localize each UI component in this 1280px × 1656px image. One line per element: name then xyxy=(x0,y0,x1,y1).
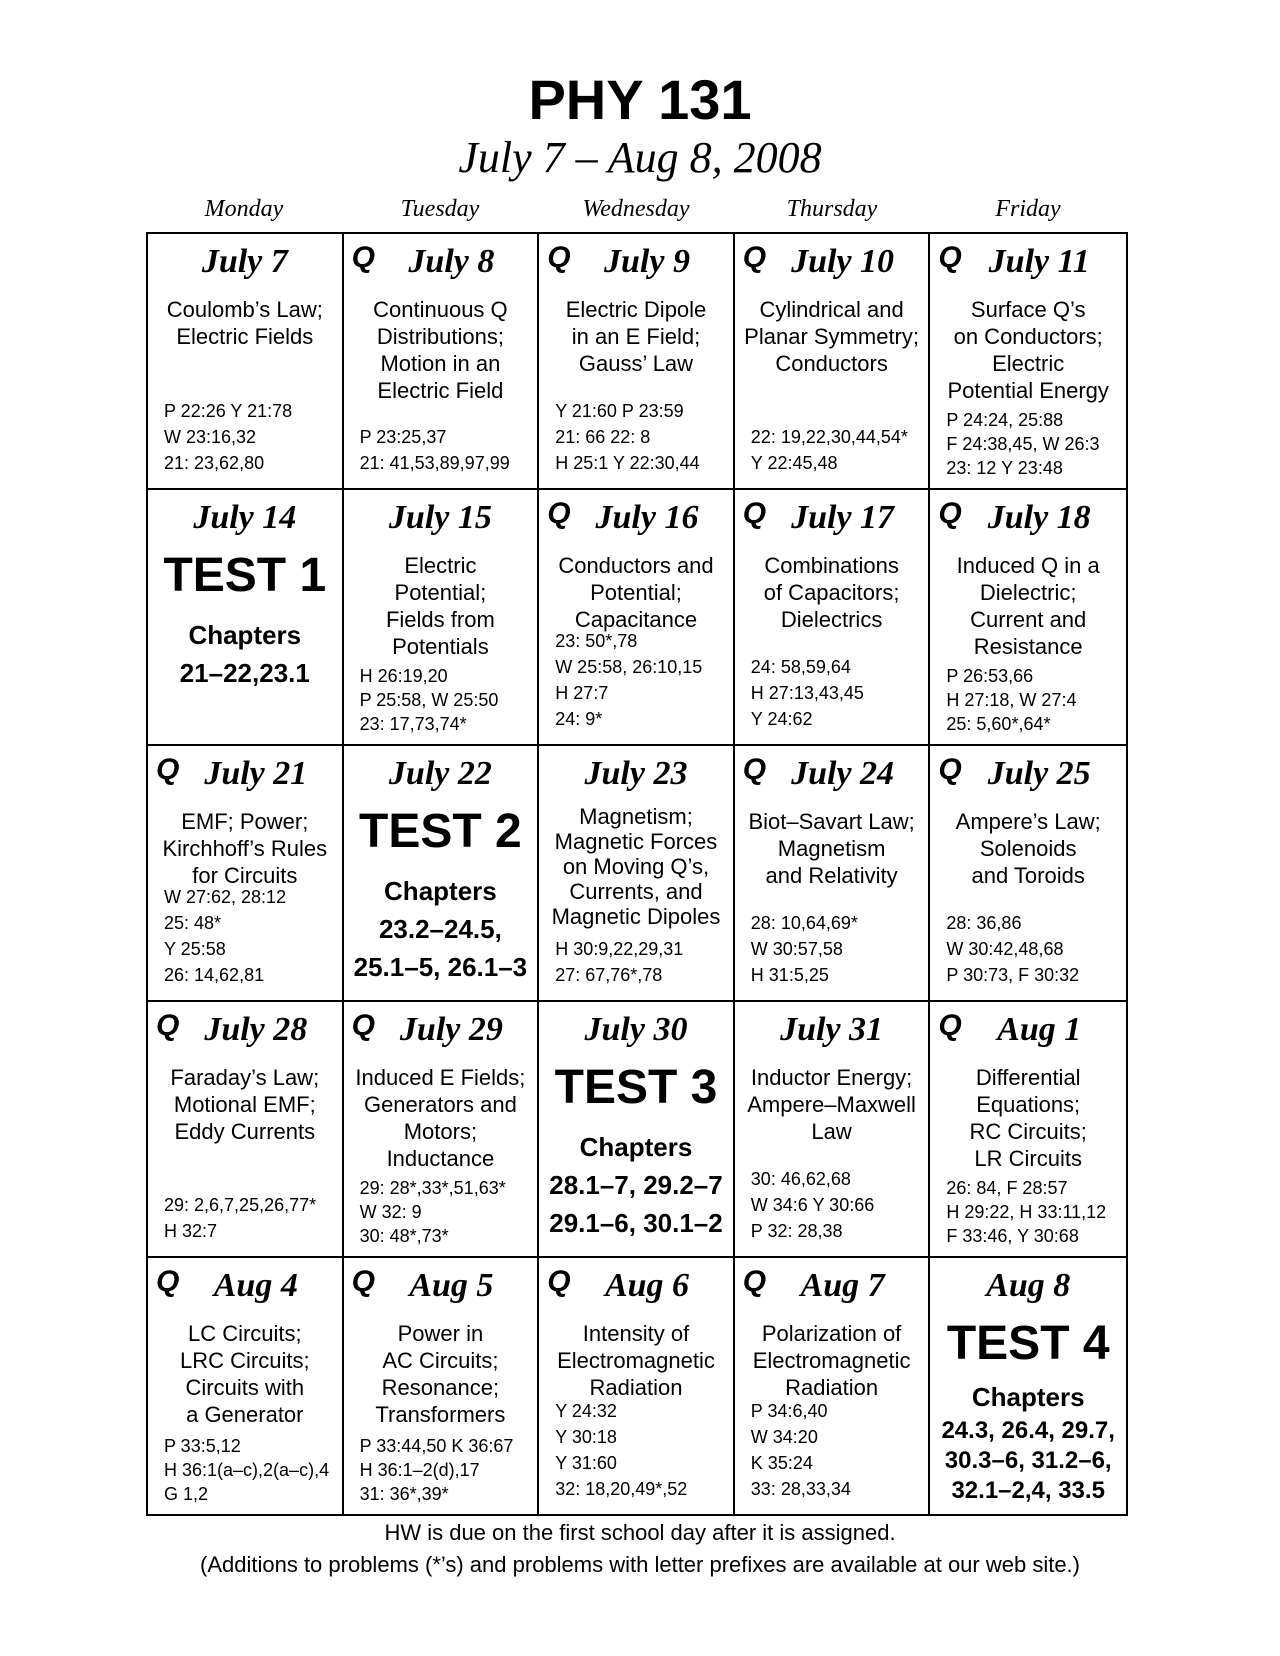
day-date: July 15 xyxy=(388,499,492,536)
homework-list xyxy=(164,398,338,476)
topic-line: Radiation xyxy=(589,1375,683,1400)
topic-line: and Relativity xyxy=(765,863,898,888)
test-chapters xyxy=(148,616,342,692)
homework-line: Y 22:45,48 xyxy=(750,453,838,473)
homework-line: P 23:25,37 xyxy=(359,427,447,447)
day-date: July 28 xyxy=(204,1011,308,1048)
chapters-label: Chapters xyxy=(579,1132,693,1162)
homework-line: 26: 84, F 28:57 xyxy=(946,1178,1068,1198)
topic-line: Eddy Currents xyxy=(174,1119,316,1144)
topic-line: Coulomb’s Law; xyxy=(166,297,323,322)
topic-line: AC Circuits; xyxy=(382,1348,499,1373)
day-date: Aug 4 xyxy=(213,1267,298,1304)
day-label-friday: Friday xyxy=(995,196,1061,222)
topic-line: Ampere’s Law; xyxy=(955,809,1101,834)
calendar-day-cell xyxy=(539,1258,735,1514)
day-date: July 11 xyxy=(988,243,1090,280)
homework-line: P 33:5,12 xyxy=(164,1436,241,1456)
day-label-monday: Monday xyxy=(204,196,284,222)
homework-line: 32: 18,20,49*,52 xyxy=(555,1479,688,1499)
topic-line: Electric Field xyxy=(377,378,504,403)
homework-list xyxy=(751,1398,925,1502)
lecture-topic xyxy=(934,808,1122,889)
day-date: July 17 xyxy=(791,499,895,536)
lecture-topic xyxy=(152,808,338,889)
chapters-label: Chapters xyxy=(188,620,302,650)
quiz-marker: Q xyxy=(742,753,767,786)
topic-line: Polarization of xyxy=(761,1321,902,1346)
calendar-day-cell xyxy=(148,1002,344,1258)
homework-list xyxy=(751,424,925,476)
homework-line: W 30:57,58 xyxy=(750,939,843,959)
topic-line: Conductors and xyxy=(558,553,714,578)
homework-line: W 25:58, 26:10,15 xyxy=(555,657,703,677)
topic-line: Biot–Savart Law; xyxy=(748,809,915,834)
homework-line: P 32: 28,38 xyxy=(750,1221,843,1241)
quiz-marker: Q xyxy=(351,1265,375,1298)
topic-line: Potential; xyxy=(394,580,487,605)
topic-line: Continuous Q xyxy=(373,297,508,322)
homework-line: 25: 5,60*,64* xyxy=(946,714,1051,734)
web-site-note: (Additions to problems (*’s) and problems with letter prefixes are available at our web site.) xyxy=(200,1552,1080,1577)
homework-line: P 34:6,40 xyxy=(750,1401,828,1421)
quiz-marker: Q xyxy=(742,1265,767,1298)
lecture-topic xyxy=(348,552,534,660)
topic-line: Generators and xyxy=(363,1092,517,1117)
homework-line: 30: 48*,73* xyxy=(359,1226,449,1246)
homework-line: Y 31:60 xyxy=(555,1453,617,1473)
lecture-topic xyxy=(739,808,925,889)
homework-line: 27: 67,76*,78 xyxy=(555,965,663,985)
topic-line: Induced Q in a xyxy=(956,553,1100,578)
lecture-topic xyxy=(348,1064,534,1172)
test-chapters xyxy=(930,1378,1126,1506)
homework-list xyxy=(946,1176,1122,1248)
chapters-line: 21–22,23.1 xyxy=(179,658,310,688)
topic-line: Electromagnetic xyxy=(752,1348,911,1373)
chapters-label: Chapters xyxy=(384,876,497,906)
chapters-line: 28.1–7, 29.2–7 xyxy=(549,1170,723,1200)
topic-line: Resistance xyxy=(973,634,1083,659)
homework-line: W 30:42,48,68 xyxy=(946,939,1064,959)
homework-list xyxy=(946,408,1122,480)
homework-line: P 24:24, 25:88 xyxy=(946,410,1064,430)
homework-line: H 36:1(a–c),2(a–c),4 xyxy=(164,1460,330,1480)
topic-line: a Generator xyxy=(186,1402,304,1427)
homework-line: 24: 9* xyxy=(555,709,603,729)
topic-line: Resonance; xyxy=(381,1375,500,1400)
chapters-line: 24.3, 26.4, 29.7, xyxy=(941,1417,1115,1444)
topic-line: Inductance xyxy=(386,1146,495,1171)
homework-list xyxy=(751,910,925,988)
calendar-day-cell xyxy=(735,746,931,1002)
topic-line: Motional EMF; xyxy=(173,1092,316,1117)
homework-list xyxy=(555,936,729,988)
topic-line: Magnetism; xyxy=(579,804,693,829)
homework-line: K 35:24 xyxy=(750,1453,813,1473)
calendar-day-cell xyxy=(930,1258,1126,1514)
quiz-marker: Q xyxy=(156,753,180,786)
lecture-topic xyxy=(543,1320,729,1401)
homework-line: H 36:1–2(d),17 xyxy=(359,1460,480,1480)
day-date: July 29 xyxy=(399,1011,503,1048)
topic-line: Motion in an xyxy=(380,351,501,376)
homework-list xyxy=(360,1176,534,1248)
topic-line: Distributions; xyxy=(376,324,504,349)
page-subtitle: July 7 – Aug 8, 2008 xyxy=(458,133,822,182)
homework-list xyxy=(751,654,925,732)
test-label: TEST 1 xyxy=(163,549,327,602)
lecture-topic xyxy=(934,552,1122,660)
homework-line: 28: 10,64,69* xyxy=(750,913,858,933)
topic-line: Potential Energy xyxy=(947,378,1109,403)
homework-line: W 34:20 xyxy=(750,1427,818,1447)
day-date: July 18 xyxy=(987,499,1091,536)
homework-list xyxy=(751,1166,925,1244)
homework-line: 26: 14,62,81 xyxy=(164,965,265,985)
quiz-marker: Q xyxy=(938,753,962,786)
day-date: Aug 8 xyxy=(986,1267,1071,1304)
day-date: July 30 xyxy=(584,1011,688,1048)
topic-line: LR Circuits xyxy=(974,1146,1082,1171)
topic-line: on Conductors; xyxy=(953,324,1103,349)
homework-line: W 34:6 Y 30:66 xyxy=(750,1195,875,1215)
chapters-line: 32.1–2,4, 33.5 xyxy=(951,1477,1105,1504)
day-date: July 25 xyxy=(987,755,1091,792)
lecture-topic xyxy=(543,804,729,929)
test-chapters xyxy=(344,872,538,986)
calendar-day-cell xyxy=(344,490,540,746)
homework-list xyxy=(164,884,338,988)
lecture-topic xyxy=(543,296,729,377)
topic-line: of Capacitors; xyxy=(763,580,900,605)
chapters-line: 30.3–6, 31.2–6, xyxy=(944,1447,1112,1474)
homework-line: H 27:18, W 27:4 xyxy=(946,690,1077,710)
calendar-grid xyxy=(146,232,1128,1516)
page-title: PHY 131 xyxy=(528,68,752,131)
topic-line: Power in xyxy=(397,1321,484,1346)
calendar-day-cell xyxy=(148,234,344,490)
homework-line: W 23:16,32 xyxy=(164,427,257,447)
homework-line: 21: 66 22: 8 xyxy=(555,427,651,447)
lecture-topic xyxy=(739,296,925,377)
topic-line: Electric xyxy=(992,351,1065,376)
topic-line: in an E Field; xyxy=(571,324,701,349)
topic-line: LC Circuits; xyxy=(187,1321,302,1346)
calendar-day-cell xyxy=(344,1258,540,1514)
topic-line: Dielectrics xyxy=(780,607,883,632)
topic-line: Differential xyxy=(975,1065,1081,1090)
test-label: TEST 4 xyxy=(946,1317,1110,1370)
topic-line: Currents, and xyxy=(569,879,703,904)
calendar-day-cell xyxy=(735,234,931,490)
calendar-day-cell xyxy=(344,1002,540,1258)
quiz-marker: Q xyxy=(156,1265,180,1298)
lecture-topic xyxy=(152,1064,338,1145)
topic-line: Intensity of xyxy=(582,1321,690,1346)
weekday-header-row xyxy=(146,194,1128,224)
homework-line: H 29:22, H 33:11,12 xyxy=(946,1202,1107,1222)
homework-line: Y 24:62 xyxy=(750,709,813,729)
homework-line: H 31:5,25 xyxy=(750,965,829,985)
calendar-day-cell xyxy=(930,490,1126,746)
homework-list xyxy=(946,664,1122,736)
topic-line: Conductors xyxy=(775,351,888,376)
homework-line: H 27:13,43,45 xyxy=(750,683,864,703)
topic-line: Transformers xyxy=(375,1402,506,1427)
day-label-thursday: Thursday xyxy=(786,196,878,222)
homework-list xyxy=(555,398,729,476)
quiz-marker: Q xyxy=(742,241,767,274)
topic-line: Magnetic Forces xyxy=(554,829,718,854)
homework-line: P 25:58, W 25:50 xyxy=(359,690,499,710)
homework-line: H 25:1 Y 22:30,44 xyxy=(555,453,700,473)
homework-line: H 32:7 xyxy=(164,1221,218,1241)
topic-line: Solenoids xyxy=(979,836,1077,861)
topic-line: Magnetism xyxy=(777,836,886,861)
homework-line: 30: 46,62,68 xyxy=(750,1169,851,1189)
quiz-marker: Q xyxy=(547,1265,571,1298)
homework-line: P 26:53,66 xyxy=(946,666,1034,686)
calendar-day-cell xyxy=(539,1002,735,1258)
homework-list xyxy=(360,664,534,736)
homework-line: 21: 23,62,80 xyxy=(164,453,265,473)
day-date: Aug 7 xyxy=(800,1267,885,1304)
topic-line: on Moving Q’s, xyxy=(562,854,710,879)
homework-line: 24: 58,59,64 xyxy=(750,657,851,677)
day-date: July 8 xyxy=(408,243,495,280)
topic-line: Motors; xyxy=(403,1119,478,1144)
calendar-day-cell xyxy=(930,234,1126,490)
lecture-topic xyxy=(543,552,729,633)
calendar-day-cell xyxy=(539,234,735,490)
topic-line: and Toroids xyxy=(971,863,1085,888)
calendar-day-cell xyxy=(735,1002,931,1258)
homework-line: 28: 36,86 xyxy=(946,913,1022,933)
topic-line: Kirchhoff’s Rules xyxy=(162,836,328,861)
homework-line: Y 25:58 xyxy=(164,939,226,959)
topic-line: Surface Q’s xyxy=(970,297,1086,322)
day-date: Aug 6 xyxy=(604,1267,690,1304)
topic-line: Potential; xyxy=(590,580,682,605)
calendar-day-cell xyxy=(930,746,1126,1002)
quiz-marker: Q xyxy=(547,241,571,274)
homework-line: G 1,2 xyxy=(164,1484,209,1504)
topic-line: Circuits with xyxy=(185,1375,305,1400)
topic-line: Equations; xyxy=(976,1092,1081,1117)
lecture-topic xyxy=(934,1064,1122,1172)
homework-line: P 22:26 Y 21:78 xyxy=(164,401,293,421)
calendar-day-cell xyxy=(539,746,735,1002)
calendar-day-cell xyxy=(735,1258,931,1514)
chapters-line: 23.2–24.5, xyxy=(378,914,502,944)
topic-line: Combinations xyxy=(764,553,899,578)
topic-line: Cylindrical and xyxy=(759,297,904,322)
homework-line: 29: 2,6,7,25,26,77* xyxy=(164,1195,317,1215)
day-label-wednesday: Wednesday xyxy=(582,196,690,222)
lecture-topic xyxy=(152,1320,338,1428)
homework-list xyxy=(946,910,1122,988)
topic-line: Faraday’s Law; xyxy=(170,1065,320,1090)
topic-line: Electric xyxy=(404,553,477,578)
calendar-day-cell xyxy=(344,746,540,1002)
topic-line: Radiation xyxy=(785,1375,879,1400)
homework-line: 23: 50*,78 xyxy=(555,631,638,651)
quiz-marker: Q xyxy=(547,497,571,530)
day-date: July 14 xyxy=(193,499,297,536)
calendar-day-cell xyxy=(539,490,735,746)
day-date: July 7 xyxy=(201,243,288,280)
topic-line: Fields from xyxy=(385,607,495,632)
homework-list xyxy=(164,1434,338,1506)
chapters-line: 25.1–5, 26.1–3 xyxy=(353,952,528,982)
chapters-label: Chapters xyxy=(971,1382,1085,1412)
day-date: July 9 xyxy=(604,243,690,280)
lecture-topic xyxy=(739,552,925,633)
lecture-topic xyxy=(739,1320,925,1401)
topic-line: Magnetic Dipoles xyxy=(551,904,721,929)
topic-line: for Circuits xyxy=(192,863,298,888)
calendar-day-cell xyxy=(344,234,540,490)
calendar-day-cell xyxy=(148,746,344,1002)
homework-due-note: HW is due on the first school day after it is assigned. xyxy=(384,1520,896,1545)
calendar-day-cell xyxy=(148,490,344,746)
topic-line: Current and xyxy=(970,607,1087,632)
topic-line: LRC Circuits; xyxy=(180,1348,310,1373)
quiz-marker: Q xyxy=(742,497,767,530)
test-label: TEST 2 xyxy=(359,805,522,858)
homework-line: W 32: 9 xyxy=(359,1202,422,1222)
calendar-day-cell xyxy=(735,490,931,746)
test-chapters xyxy=(539,1128,733,1242)
lecture-topic xyxy=(348,296,534,404)
topic-line: Ampere–Maxwell xyxy=(747,1092,916,1117)
homework-line: 31: 36*,39* xyxy=(359,1484,449,1504)
calendar-day-cell xyxy=(930,1002,1126,1258)
homework-list xyxy=(164,1192,338,1244)
lecture-topic xyxy=(934,296,1122,404)
homework-line: 23: 12 Y 23:48 xyxy=(946,458,1063,478)
day-date: Aug 1 xyxy=(997,1011,1082,1048)
chapters-line: 29.1–6, 30.1–2 xyxy=(549,1208,723,1238)
topic-line: Dielectric; xyxy=(979,580,1077,605)
topic-line: Law xyxy=(811,1119,852,1144)
quiz-marker: Q xyxy=(938,241,962,274)
topic-line: Induced E Fields; xyxy=(355,1065,526,1090)
homework-list xyxy=(360,1434,534,1506)
homework-line: P 30:73, F 30:32 xyxy=(946,965,1080,985)
lecture-topic xyxy=(152,296,338,350)
homework-line: 23: 17,73,74* xyxy=(359,714,467,734)
quiz-marker: Q xyxy=(351,241,375,274)
topic-line: Planar Symmetry; xyxy=(744,324,919,349)
topic-line: Potentials xyxy=(392,634,489,659)
topic-line: Capacitance xyxy=(574,607,698,632)
day-date: July 16 xyxy=(595,499,699,536)
homework-line: H 26:19,20 xyxy=(359,666,448,686)
day-date: July 24 xyxy=(791,755,895,792)
quiz-marker: Q xyxy=(156,1009,180,1042)
homework-line: Y 24:32 xyxy=(555,1401,617,1421)
homework-line: 29: 28*,33*,51,63* xyxy=(359,1178,506,1198)
homework-line: H 27:7 xyxy=(555,683,609,703)
topic-line: Inductor Energy; xyxy=(750,1065,913,1090)
day-date: July 10 xyxy=(791,243,895,280)
homework-line: H 30:9,22,29,31 xyxy=(555,939,684,959)
lecture-topic xyxy=(739,1064,925,1145)
homework-list xyxy=(555,1398,729,1502)
quiz-marker: Q xyxy=(351,1009,375,1042)
homework-line: 21: 41,53,89,97,99 xyxy=(359,453,510,473)
homework-line: Y 30:18 xyxy=(555,1427,617,1447)
topic-line: EMF; Power; xyxy=(181,809,309,834)
homework-line: W 27:62, 28:12 xyxy=(164,887,287,907)
topic-line: Electromagnetic xyxy=(557,1348,715,1373)
day-label-tuesday: Tuesday xyxy=(400,196,480,222)
homework-line: F 24:38,45, W 26:3 xyxy=(946,434,1100,454)
topic-line: RC Circuits; xyxy=(969,1119,1087,1144)
day-date: July 21 xyxy=(204,755,308,792)
day-date: July 31 xyxy=(780,1011,884,1048)
calendar-day-cell xyxy=(148,1258,344,1514)
homework-line: P 33:44,50 K 36:67 xyxy=(359,1436,514,1456)
topic-line: Gauss’ Law xyxy=(578,351,694,376)
test-label: TEST 3 xyxy=(554,1061,718,1114)
homework-line: F 33:46, Y 30:68 xyxy=(946,1226,1079,1246)
homework-line: 33: 28,33,34 xyxy=(750,1479,851,1499)
day-date: Aug 5 xyxy=(409,1267,494,1304)
lecture-topic xyxy=(348,1320,534,1428)
topic-line: Electric Dipole xyxy=(565,297,707,322)
homework-list xyxy=(555,628,729,732)
quiz-marker: Q xyxy=(938,1009,962,1042)
quiz-marker: Q xyxy=(938,497,962,530)
homework-list xyxy=(360,424,534,476)
topic-line: Electric Fields xyxy=(176,324,314,349)
homework-line: 22: 19,22,30,44,54* xyxy=(750,427,908,447)
homework-line: Y 21:60 P 23:59 xyxy=(555,401,684,421)
day-date: July 22 xyxy=(388,755,492,792)
day-date: July 23 xyxy=(584,755,688,792)
homework-line: 25: 48* xyxy=(164,913,222,933)
